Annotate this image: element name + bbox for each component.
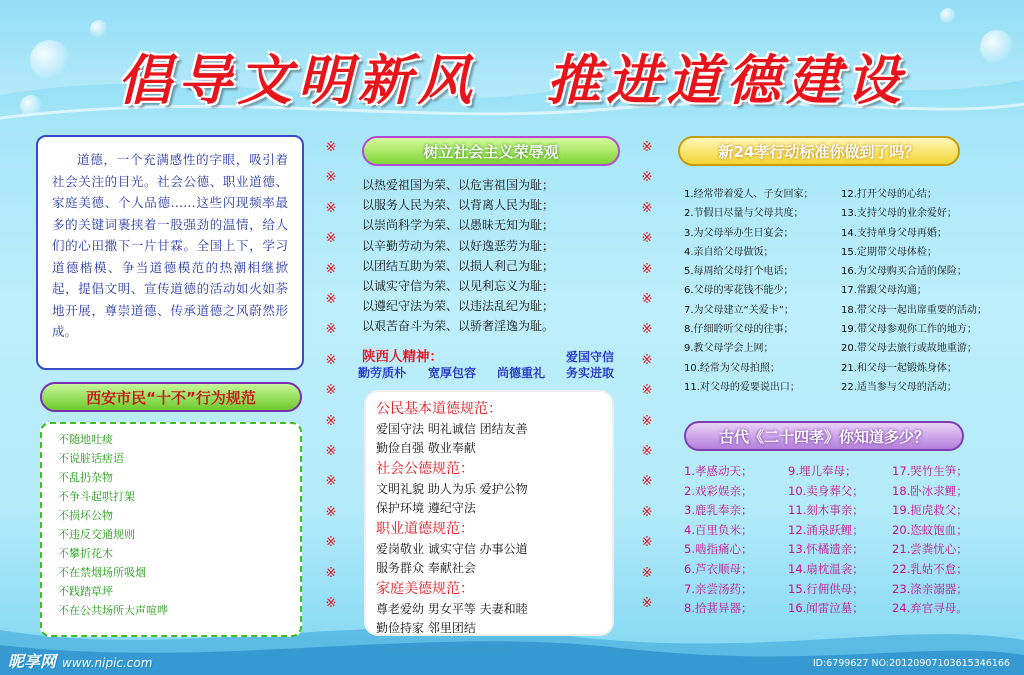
list-item: 不损坏公物 (58, 509, 113, 522)
ancient24-column-2 (788, 462, 864, 619)
list-item: 22.适当参与父母的活动； (841, 381, 957, 393)
spirit-item: 尚德重礼 (497, 366, 546, 380)
list-item: 12.涌泉跃鲤； (788, 522, 864, 537)
intro-box (36, 135, 304, 370)
star-glyph: ※ (641, 565, 653, 581)
star-glyph: ※ (641, 596, 653, 612)
list-item: 以遵纪守法为荣、以违法乱纪为耻； (362, 299, 555, 314)
norm-line: 勤俭持家 邻里团结 (376, 621, 476, 635)
list-item: 13.支持父母的业余爱好； (841, 208, 957, 220)
list-item: 21.和父母一起锻炼身体； (841, 362, 957, 374)
norm-heading: 职业道德规范： (376, 521, 474, 537)
filial24-header (678, 136, 960, 166)
star-glyph: ※ (325, 140, 337, 155)
spirit-item: 勤劳质朴 (358, 366, 407, 380)
star-glyph: ※ (325, 383, 337, 399)
title-right: 推进道德建设 (546, 48, 907, 112)
list-item: 11.刻木事亲； (788, 503, 864, 518)
list-item: 22.乳姑不怠； (892, 561, 968, 576)
star-divider-left (324, 133, 338, 620)
list-item: 3.鹿乳奉亲； (684, 503, 753, 518)
list-item: 15.行佣供母； (788, 581, 864, 596)
star-glyph: ※ (641, 231, 653, 247)
list-item: 以服务人民为荣、以背离人民为耻； (362, 198, 555, 213)
norm-heading: 公民基本道德规范： (376, 401, 502, 417)
xian-rules-list (40, 422, 302, 637)
star-glyph: ※ (641, 535, 653, 551)
norm-line: 勤俭自强 敬业奉献 (376, 441, 476, 455)
list-item: 6.父母的零花钱不能少； (684, 285, 794, 297)
list-item: 7.亲尝汤药； (684, 581, 753, 596)
list-item: 14.扇枕温衾； (788, 561, 864, 576)
star-glyph: ※ (325, 596, 337, 612)
list-item: 8.仔细聆听父母的往事； (684, 324, 794, 336)
star-glyph: ※ (325, 413, 337, 429)
list-item: 不争斗起哄打架 (58, 490, 135, 503)
list-item: 2.节假日尽量与父母共度； (684, 208, 804, 220)
list-item: 10.卖身葬父； (788, 483, 864, 498)
watermark-logo (8, 649, 152, 672)
list-item: 以诚实守信为荣、以见利忘义为耻； (362, 279, 555, 294)
image-id-text: ID:6799627 NO:20120907103615346166 (812, 658, 1010, 669)
list-item: 13.怀橘遗亲； (788, 542, 864, 557)
star-glyph: ※ (641, 261, 653, 277)
spirit-item: 务实进取 (566, 366, 615, 380)
list-item: 以团结互助为荣、以损人利己为耻； (362, 258, 555, 273)
xian-rules-header (40, 382, 302, 412)
xian-rules-title: 西安市民“十不”行为规范 (86, 388, 256, 407)
list-item: 4.亲自给父母做饭； (684, 246, 774, 258)
ancient24-column-1 (684, 462, 752, 619)
norm-line: 尊老爱幼 男女平等 夫妻和睦 (376, 602, 528, 616)
list-item: 10.经常为父母拍照； (684, 362, 780, 374)
list-item: 不违反交通规则 (58, 528, 135, 541)
title-left: 倡导文明新风 (117, 48, 478, 112)
list-item: 5.啮指痛心； (684, 542, 753, 557)
star-glyph: ※ (325, 231, 337, 247)
list-item: 24.弃官寻母。 (892, 601, 968, 616)
list-item: 不乱扔杂物 (58, 471, 113, 484)
list-item: 不在禁烟场所吸烟 (58, 566, 146, 579)
spirit-item: 宽厚包容 (428, 366, 477, 380)
list-item: 1.经常带着爱人、子女回家； (684, 189, 814, 200)
star-glyph: ※ (325, 292, 337, 308)
list-item: 17.哭竹生笋； (892, 464, 968, 478)
list-item: 4.百里负米； (684, 522, 753, 537)
list-item: 15.定期带父母体检； (841, 246, 937, 258)
norm-heading: 家庭美德规范： (376, 581, 474, 597)
norm-line: 爱国守法 明礼诚信 团结友善 (376, 422, 528, 436)
star-glyph: ※ (641, 352, 653, 368)
star-glyph: ※ (641, 140, 653, 155)
list-item: 不在公共场所大声喧哗 (58, 604, 168, 617)
spirit-title: 陕西人精神： (362, 349, 443, 365)
list-item: 以艰苦奋斗为荣、以骄奢淫逸为耻。 (362, 319, 555, 334)
list-item: 不说脏话痞语 (58, 452, 124, 465)
star-glyph: ※ (641, 504, 653, 520)
list-item: 11.对父母的爱要说出口； (684, 381, 800, 393)
star-glyph: ※ (641, 444, 653, 460)
list-item: 23.涤亲溺器； (892, 581, 968, 596)
ancient24-column-3 (892, 462, 968, 619)
list-item: 2.戏彩娱亲； (684, 483, 753, 498)
list-item: 7.为父母建立“关爱卡”； (684, 304, 794, 316)
list-item: 12.打开父母的心结； (841, 189, 937, 200)
star-glyph: ※ (641, 292, 653, 308)
star-glyph: ※ (641, 322, 653, 338)
list-item: 20.恣蚊饱血； (892, 522, 968, 537)
norm-line: 保护环境 遵纪守法 (376, 501, 476, 515)
list-item: 19.扼虎救父； (892, 503, 968, 518)
list-item: 5.每周给父母打个电话； (684, 266, 794, 278)
star-glyph: ※ (325, 444, 337, 460)
list-item: 17.常跟父母沟通； (841, 285, 927, 297)
list-item: 以崇尚科学为荣、以愚昧无知为耻； (362, 218, 555, 233)
norm-heading: 社会公德规范： (376, 461, 474, 477)
star-glyph: ※ (325, 200, 337, 216)
list-item: 以辛勤劳动为荣、以好逸恶劳为耻； (362, 238, 555, 253)
spirit-top-right: 爱国守信 (566, 350, 615, 364)
logo-site: www.nipic.com (62, 656, 153, 670)
list-item: 19.带父母参观你工作的地方； (841, 324, 977, 336)
list-item: 不随地吐痰 (58, 433, 113, 446)
star-glyph: ※ (325, 170, 337, 186)
star-glyph: ※ (641, 170, 653, 186)
star-glyph: ※ (325, 565, 337, 581)
list-item: 不攀折花木 (58, 547, 113, 560)
star-glyph: ※ (641, 200, 653, 216)
norm-line: 爱岗敬业 诚实守信 办事公道 (376, 542, 528, 556)
filial24-title: 新24孝行动标准你做到了吗？ (718, 142, 920, 161)
logo-text: 昵享网 (8, 652, 57, 671)
list-item: 6.芦衣顺母； (684, 561, 753, 576)
star-glyph: ※ (641, 474, 653, 490)
star-glyph: ※ (325, 504, 337, 520)
honor-title: 树立社会主义荣辱观 (423, 142, 559, 161)
ancient24-header (684, 421, 964, 451)
list-item: 14.支持单身父母再婚； (841, 227, 947, 239)
page-title (0, 38, 1024, 115)
star-glyph: ※ (325, 352, 337, 368)
list-item: 16.闻雷泣墓； (788, 601, 864, 616)
list-item: 3.为父母举办生日宴会； (684, 227, 794, 239)
list-item: 8.拾葚异器； (684, 601, 753, 616)
honor-list (362, 175, 602, 337)
star-glyph: ※ (641, 413, 653, 429)
moral-norms-box (366, 392, 612, 634)
list-item: 9.埋儿奉母； (788, 464, 857, 478)
star-glyph: ※ (325, 261, 337, 277)
star-glyph: ※ (325, 474, 337, 490)
norm-line: 服务群众 奉献社会 (376, 561, 476, 575)
intro-text: 道德，一个充满感性的字眼，吸引着社会关注的目光。社会公德、职业道德、家庭美德、个人品德……这些闪现频率最多的关键词裹挟着一股强劲的温情，给人们的心田撒下一片甘霖。全国上下，学习道德楷模、争当道德模范的热潮相继掀起，提倡文明、宣传道德的活动如火如荼地开展，尊崇道德、传承道德之风蔚然形成。 (52, 152, 288, 339)
star-glyph: ※ (641, 383, 653, 399)
list-item: 21.尝粪忧心； (892, 542, 968, 557)
list-item: 18.带父母一起出席重要的活动； (841, 304, 987, 316)
filial24-left-column (684, 185, 814, 397)
list-item: 不践踏草坪 (58, 585, 113, 598)
list-item: 20.带父母去旅行或故地重游； (841, 343, 977, 355)
norm-line: 文明礼貌 助人为乐 爱护公物 (376, 482, 528, 496)
star-glyph: ※ (325, 322, 337, 338)
list-item: 9.教父母学会上网； (684, 343, 774, 355)
list-item: 1.孝感动天； (684, 464, 753, 478)
list-item: 以热爱祖国为荣、以危害祖国为耻； (362, 178, 555, 192)
list-item: 16.为父母购买合适的保险； (841, 266, 967, 278)
honor-header (362, 136, 620, 166)
filial24-right-column (841, 185, 987, 397)
list-item: 18.卧冰求鲤； (892, 483, 968, 498)
star-glyph: ※ (325, 535, 337, 551)
ancient24-title: 古代《二十四孝》你知道多少？ (718, 427, 929, 446)
star-divider-right (640, 133, 654, 620)
